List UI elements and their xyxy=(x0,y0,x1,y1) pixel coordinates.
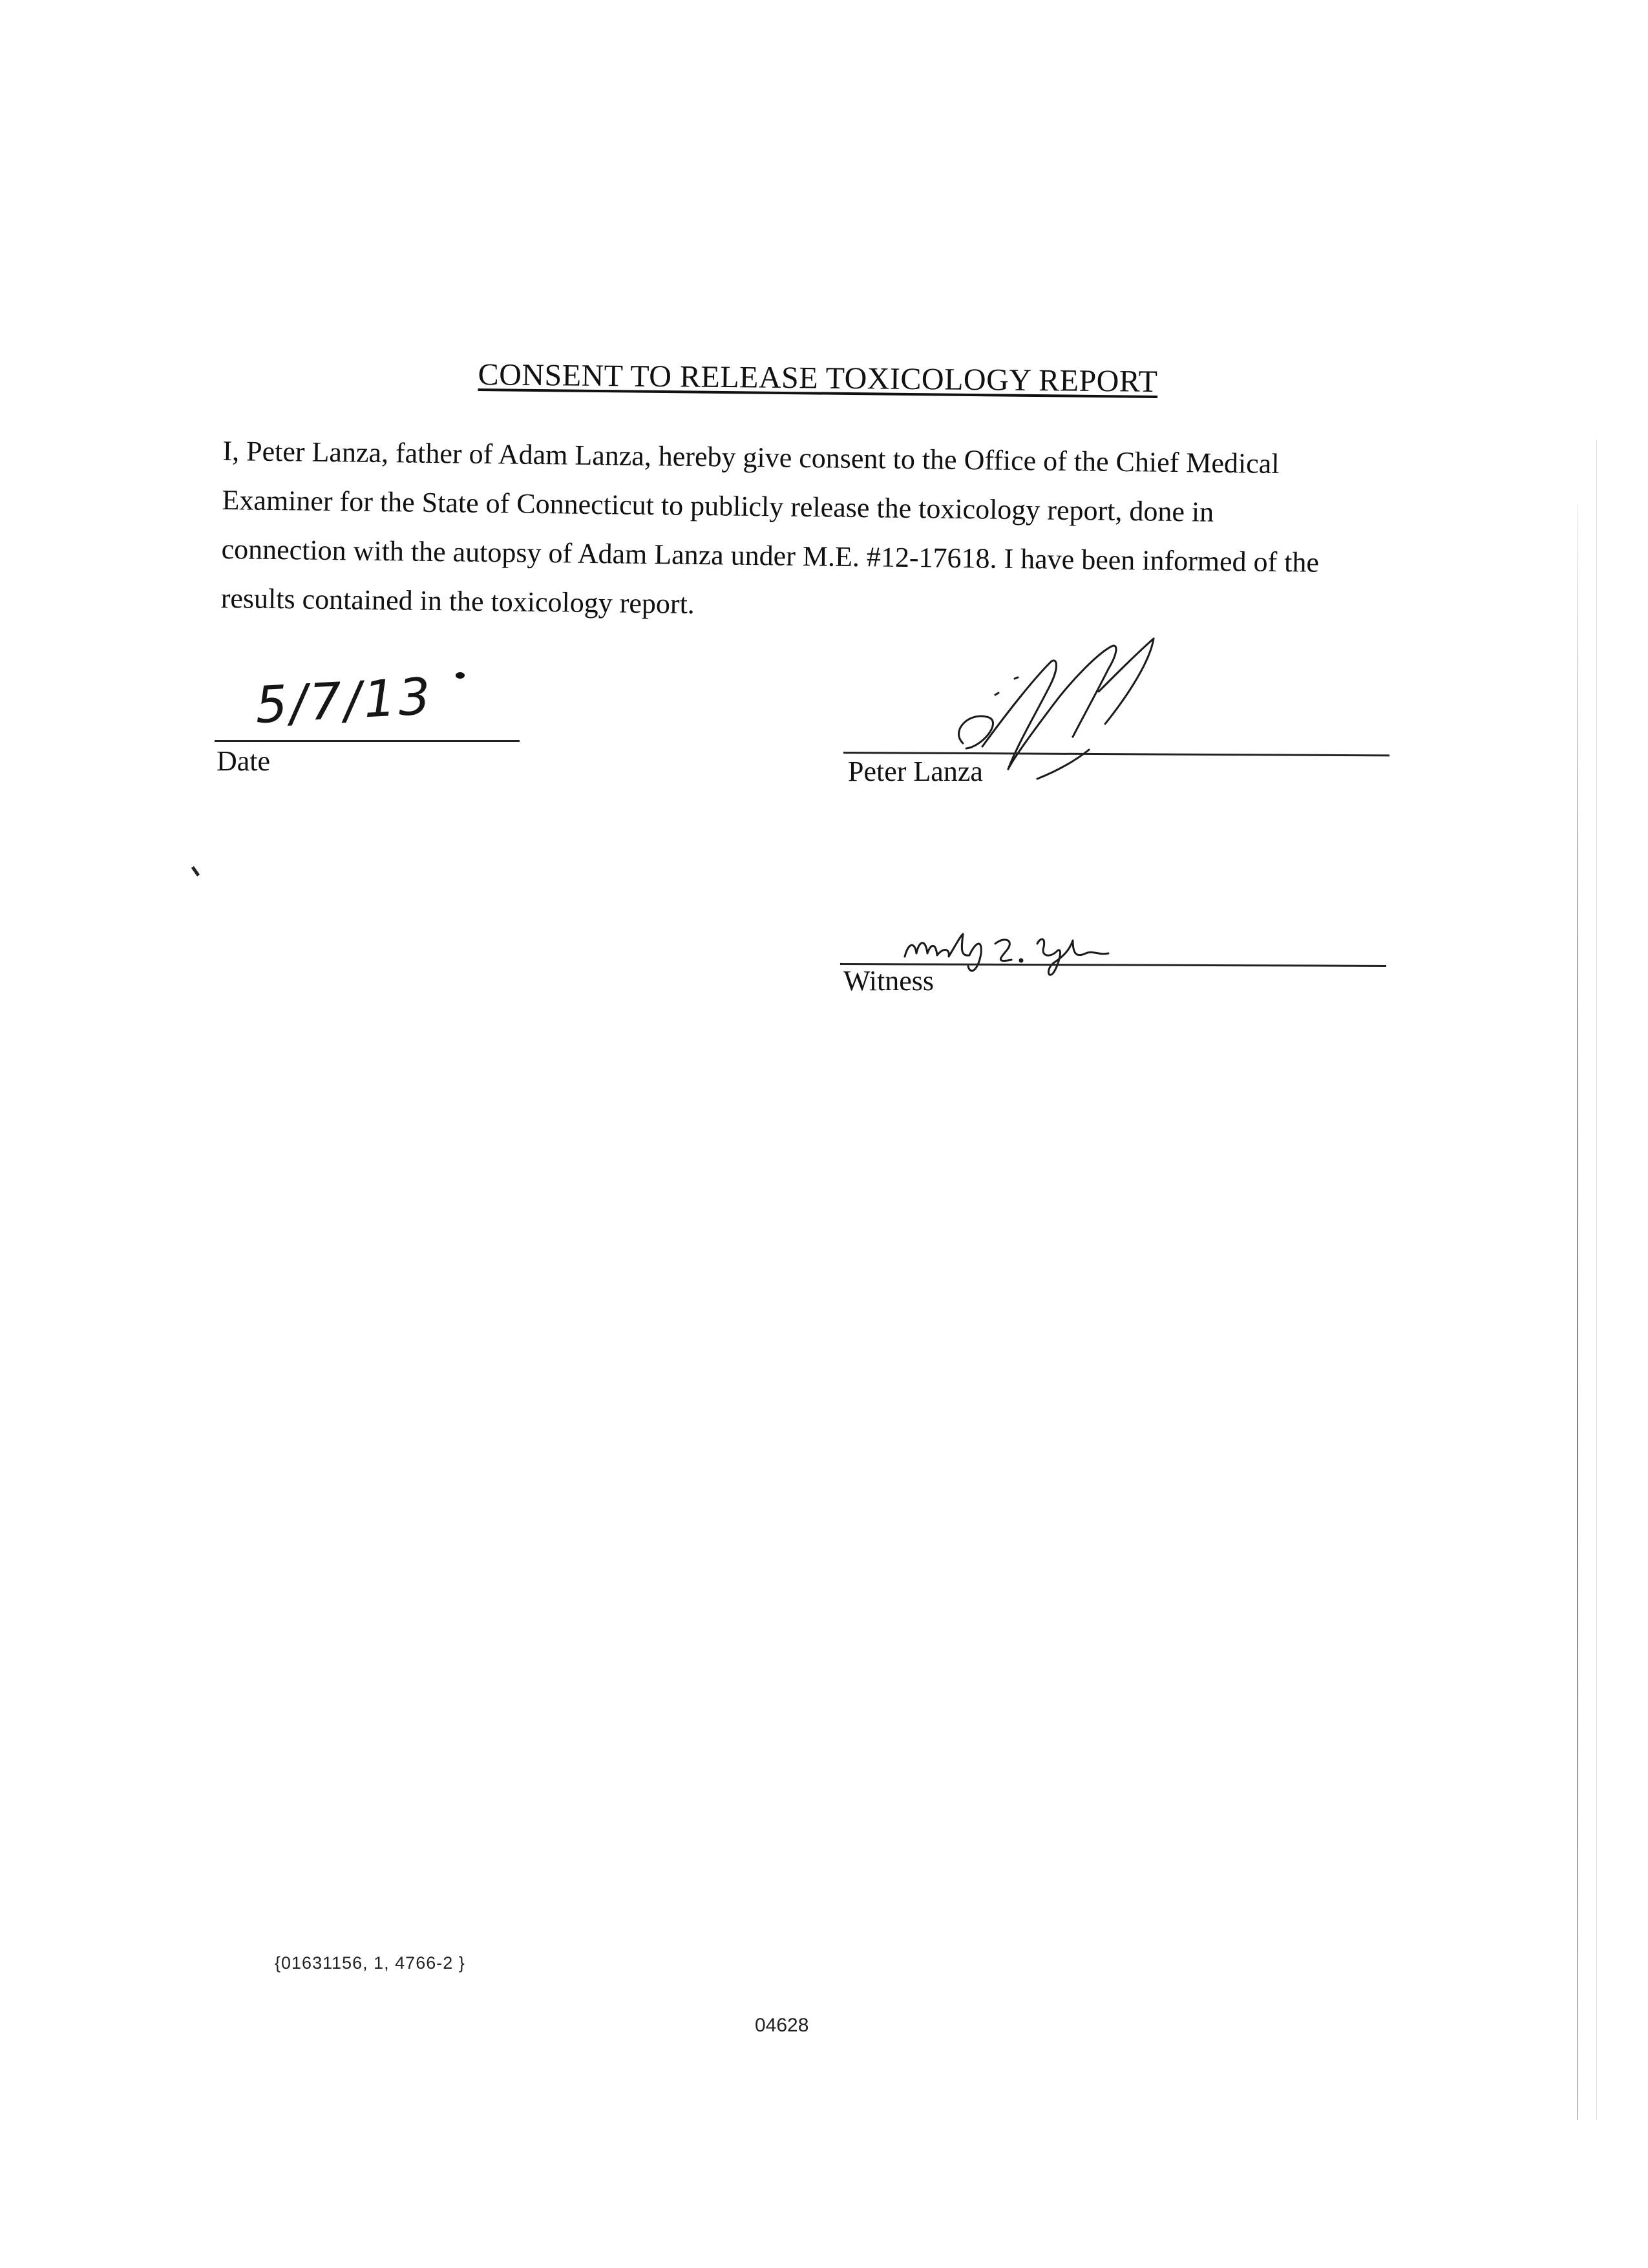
document-id: {01631156, 1, 4766-2 } xyxy=(275,1953,465,1973)
scan-edge-line xyxy=(1577,504,1578,2120)
consent-paragraph xyxy=(220,427,1412,637)
body-line-1: I, Peter Lanza, father of Adam Lanza, hereby give consent to the Office of the Chief Medical xyxy=(222,434,1280,480)
date-label: Date xyxy=(217,745,271,777)
document-title: CONSENT TO RELEASE TOXICOLOGY REPORT xyxy=(478,357,1158,399)
witness-label: Witness xyxy=(843,965,934,997)
handwritten-date: 5/7/13 xyxy=(253,667,435,736)
body-line-2: Examiner for the State of Connecticut to publicly release the toxicology report, done in xyxy=(222,483,1214,528)
page-number: 04628 xyxy=(755,2015,809,2036)
body-line-3: connection with the autopsy of Adam Lanza under M.E. #12-17618. I have been informed of the xyxy=(221,533,1320,578)
ink-dot-mark xyxy=(456,672,465,679)
stray-ink-mark xyxy=(191,866,200,876)
signatory-name-label: Peter Lanza xyxy=(848,756,983,787)
scan-edge-line-faint xyxy=(1596,440,1597,2120)
date-signature-line xyxy=(215,740,520,742)
body-line-4: results contained in the toxicology report. xyxy=(220,582,695,620)
